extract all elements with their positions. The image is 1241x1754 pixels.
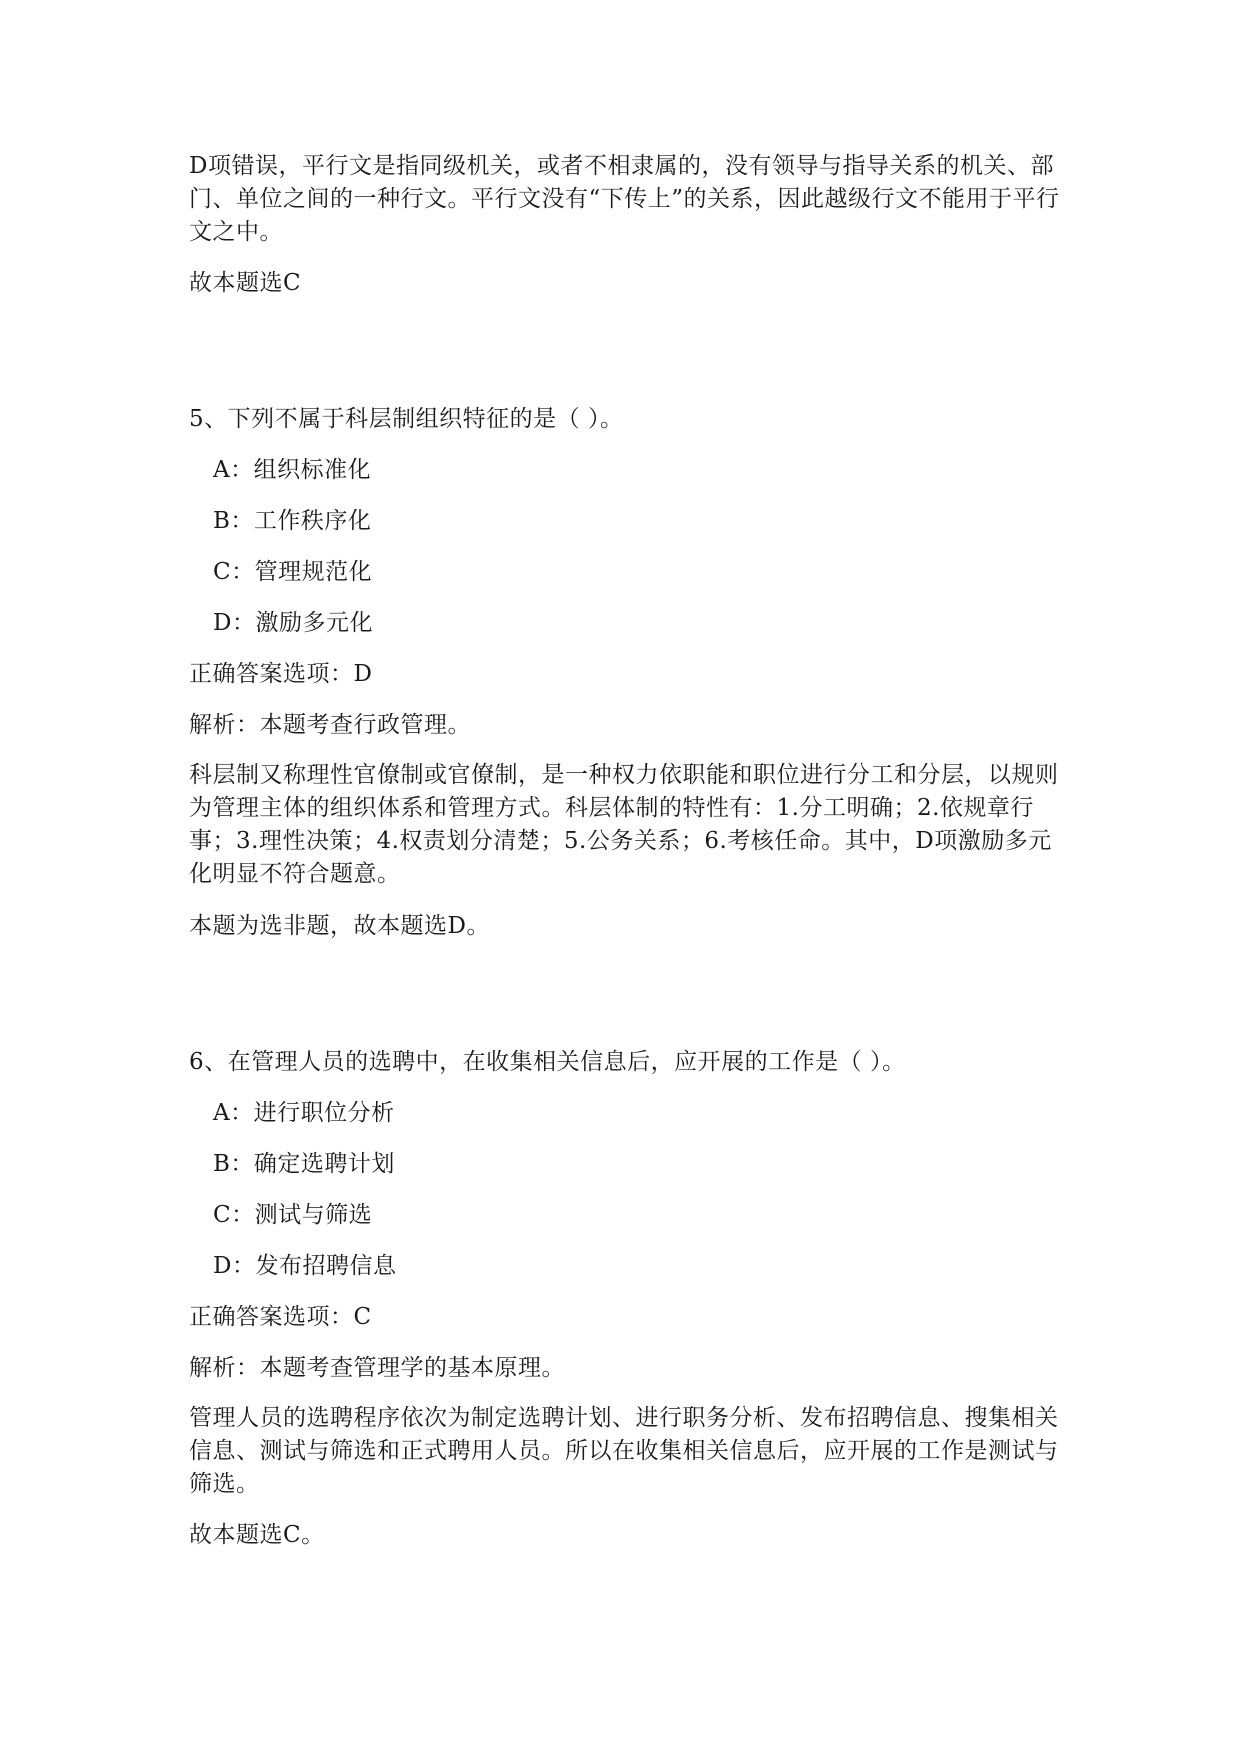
question-6-option-a: A：进行职位分析 [213, 1100, 395, 1126]
question-6-answer: 正确答案选项：C [189, 1304, 372, 1330]
question-5-option-d: D：激励多元化 [213, 610, 373, 636]
prev-explanation-d: D项错误，平行文是指同级机关，或者不相隶属的，没有领导与指导关系的机关、部门、单位之间的一种行文。平行文没有“下传上”的关系，因此越级行文不能用于平行文之中。 [189, 153, 1060, 245]
question-5-option-b: B：工作秩序化 [213, 508, 372, 534]
question-5-answer: 正确答案选项：D [189, 661, 373, 687]
prev-conclusion: 故本题选C [189, 270, 302, 296]
question-5-option-a: A：组织标准化 [213, 457, 372, 483]
question-6-analysis-body: 管理人员的选聘程序依次为制定选聘计划、进行职务分析、发布招聘信息、搜集相关信息、测试与筛选和正式聘用人员。所以在收集相关信息后，应开展的工作是测试与筛选。 [189, 1405, 1059, 1497]
question-6-analysis-intro: 解析：本题考查管理学的基本原理。 [189, 1355, 565, 1381]
question-6-option-b: B：确定选聘计划 [213, 1151, 395, 1177]
question-6-option-d: D：发布招聘信息 [213, 1253, 397, 1279]
question-6-conclusion: 故本题选C。 [189, 1522, 325, 1548]
question-5-analysis-body: 科层制又称理性官僚制或官僚制，是一种权力依职能和职位进行分工和分层，以规则为管理主体的组织体系和管理方式。科层体制的特性有：1.分工明确；2.依规章行事；3.理性决策；4.权责划分清楚；5.公务关系；6.考核任命。其中，D项激励多元化明显不符合题意。 [189, 762, 1059, 887]
question-5-option-c: C：管理规范化 [213, 559, 373, 585]
question-5-conclusion: 本题为选非题，故本题选D。 [189, 913, 490, 939]
question-5-stem: 5、下列不属于科层制组织特征的是（ ）。 [189, 406, 624, 432]
question-5-analysis-intro: 解析：本题考查行政管理。 [189, 712, 471, 738]
question-6-option-c: C：测试与筛选 [213, 1202, 373, 1228]
question-6-stem: 6、在管理人员的选聘中，在收集相关信息后，应开展的工作是（ ）。 [189, 1049, 906, 1075]
